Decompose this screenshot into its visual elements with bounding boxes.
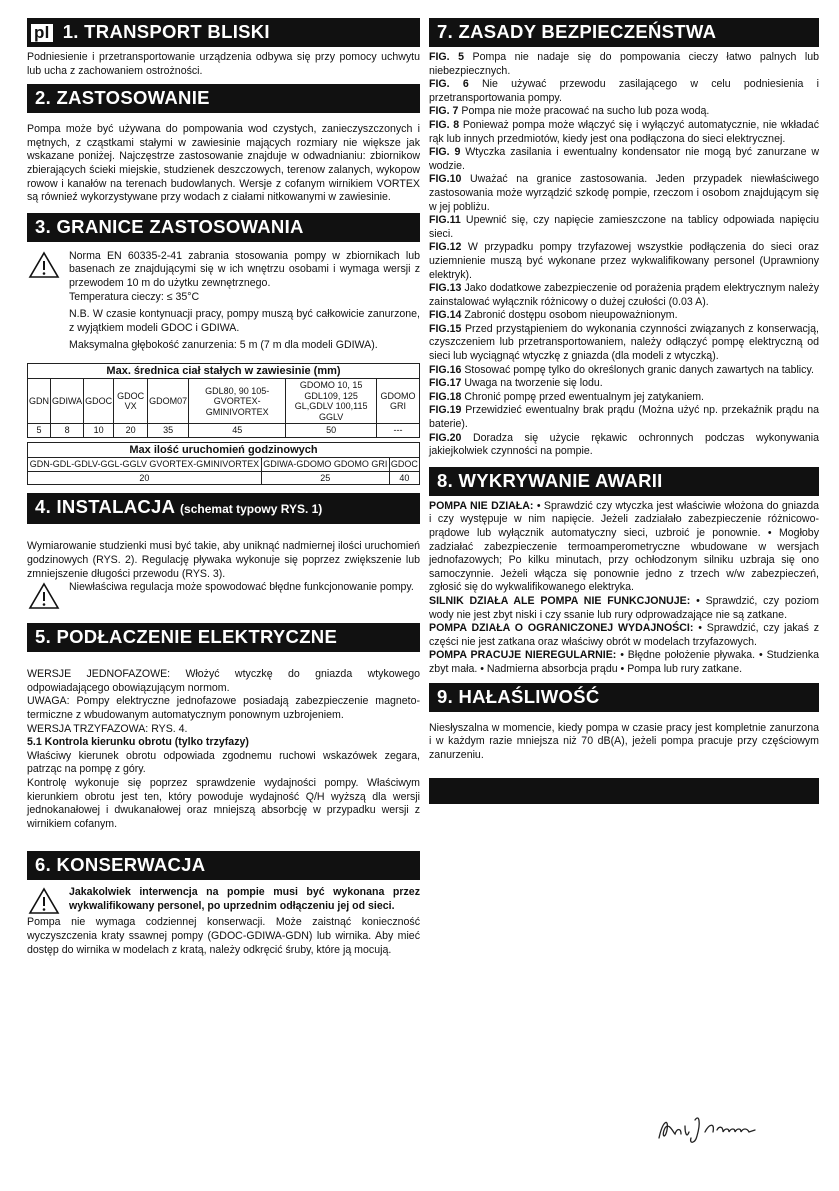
troubleshooting-item: POMPA NIE DZIAŁA: • Sprawdzić czy wtyczka jest właściwie włożona do gniazda i czy występuje w nim napięcie. Jeżeli zadziałało zabezpieczenie różnicowo-prądowe lub wyłącznik automatyczny sieci, uzbroić je ponownie. • Mogłoby zadziałać zabezpieczenie termoamperometryczne wbudowane w wersjach jednofazowych; Po kilku minutach, przy ochłodzonym silniku uzbraja się ono samoczynnie. Jeżeli włącza się ponownie jedno z trzech w/w zabezpieczeń, zgłosić się do wykwalifikowanego elektryka. [429,499,820,594]
section-5-p4: Właściwy kierunek obrotu odpowiada zgodnemu ruchowi wskazówek zegara, patrząc na pompę z góry. [27,749,420,776]
section-1-title: 1. TRANSPORT BLISKI [62,21,270,42]
black-bar-divider [429,778,819,804]
fig-item: FIG. 6 Nie używać przewodu zasilającego w celu podniesienia i przetransportowania pompy. [429,78,819,104]
table-header-cell: GDOC [390,459,418,470]
fig-item: FIG.13 Jako dodatkowe zabezpieczenie od porażenia prądem elektrycznym należy zainstalować wyłącznik różnicowy o dużej czułości (0.03 A). [429,282,819,308]
solids-diameter-table [27,363,420,438]
section-4-header [27,493,420,524]
section-1-text: Podniesienie i przetransportowanie urządzenia odbywa się przy pomocy uchwytu lub ucha z zachowaniem ostrożności. [27,51,420,77]
right-column [429,18,819,804]
section-6-warning [27,886,420,916]
table-cell: 50 [286,424,377,438]
section-2-text: Pompa może być używana do pompowania wod czystych, zanieczyszczonych i mętnych, z cząstkami stałymi w zawiesinie mających rozmiary nie większe jak wskazane poniżej. Najczęstrze zastosowanie znajduje w odwadnianiu: zbiornikow zbierających ścieki miejskie, studzienek deszczowych, terenow zalanych, wykopow rowow i kanałów na terenach budowlanych. Wersje z cofanym wirnikiem VORTEX są równieź wykorzystywane przy wodach z ciałami nitkowanymi w zawiesinie. [27,123,420,204]
fig-item: FIG. 8 Ponieważ pompa może włączyć się i wyłączyć automatycznie, nie wkładać rąk lub innych przedmiotów, kiedy jest ona podłączona do sieci elektrycznej. [429,118,819,145]
table-header-cell: GDN [28,379,51,424]
max-depth: Maksymalna głębokość zanurzenia: 5 m (7 m dla modeli GDIWA). [69,339,378,352]
left-column [27,18,420,957]
section-4-warning-text: Niewłaściwa regulacja może spowodować błędne funkcjonowanie pompy. [69,581,414,594]
section-4-text: Wymiarowanie studzienki musi być takie, aby uniknąć nadmiernej ilości uruchomień godzinowych (RYS. 2). Regulację pływaka wykonuje się poprzez zwiększenie lub zmniejszenie długości przewodu (RYS. 3). [27,540,420,580]
section-4-warning [27,581,420,611]
section-4-subtitle: (schemat typowy RYS. 1) [180,502,323,517]
fig-item: FIG.10 Uważać na granice zastosowania. Jeden przypadek niewłaściwego zastosowania może wyrządzić szkodę pompie, rzeczom i osobom znajdującym się w jej pobliżu. [429,173,819,213]
section-8-title: 8. WYKRYWANIE AWARII [429,467,819,496]
table-cell: 35 [148,424,189,438]
troubleshooting-item: POMPA PRACUJE NIEREGULARNIE: • Błędne położenie pływaka. • Studzienka zbyt mała. • Nadmierna absorbcja prądu • Pompa lub rury zatkane. [429,649,820,675]
section-5-p3: WERSJA TRZYFAZOWA: RYS. 4. [27,722,188,735]
starts-per-hour-table [27,442,420,486]
table-header-cell: GDIWA [51,379,84,424]
warning-triangle-icon [27,886,61,916]
table-header-cell: GDN-GDL-GDLV-GGL-GGLV GVORTEX-GMINIVORTEX [28,458,262,472]
section-3-warning [27,250,420,291]
table-header-cell: GDOC [84,379,114,424]
signature [655,1110,775,1150]
section-3-warning-text: Norma EN 60335-2-41 zabrania stosowania pompy w zbiornikach lub basenach ze znajdującymi się w ich wnętrzu osobami i wymaga wersji z przewodem 10 m do użytku zewnętrznego. [69,249,420,289]
table-cell: 45 [189,424,286,438]
temperature-limit: Temperatura cieczy: ≤ 35°C [69,290,200,303]
section-5-title: 5. PODŁACZENIE ELEKTRYCZNE [27,623,420,652]
table-header-cell: GDOC VX [114,379,148,424]
solids-table-title: Max. średnica ciał stałych w zawiesinie (mm) [28,363,420,379]
troubleshooting-item: POMPA DZIAŁA O OGRANICZONEJ WYDAJNOŚCI: • Sprawdzić, czy jakaś z części nie jest zatkana oraz właściwy obrót w modelach trzyfazowych. [429,622,819,648]
table-cell: 20 [28,471,262,485]
section-9-text: Niesłyszalna w momencie, kiedy pompa w czasie pracy jest kompletnie zanurzona i w każdym razie mniejsza niż 70 dB(A), jeżeli pompa pracuje przy częściowym zanurzeniu. [429,721,819,761]
table-cell: 8 [51,424,84,438]
section-7-title: 7. ZASADY BEZPIECZEŃSTWA [429,18,819,47]
table-cell: --- [376,424,419,438]
table-header-cell: GDOMO GRI [376,379,419,424]
warning-triangle-icon [27,581,61,611]
section-6-text: Pompa nie wymaga codziennej konserwacji. Może zaistnąć konieczność wyczyszczenia kraty ssawnej pompy (GDOC-GDIWA-GDN) lub wirnika. Aby mieć dostęp do wirnika w modelach z kratą, należy odkręcić śruby, które ją mocują. [27,916,420,956]
fig-item: FIG. 5 Pompa nie nadaje się do pompowania cieczy łatwo palnych lub niebezpiecznych. [429,51,819,77]
fig-item: FIG.16 Stosować pompę tylko do określonych granic danych zawartych na tablicy. [429,363,814,376]
section-5-subtitle: 5.1 Kontrola kierunku obrotu (tylko trzyfazy) [27,736,249,749]
fig-item: FIG.18 Chronić pompę przed ewentualnym jej zatykaniem. [429,390,704,403]
language-badge: pl [29,22,55,44]
section-6-warning-text: Jakakolwiek interwencja na pompie musi być wykonana przez wykwalifikowany personel, po uprzednim odłączeniu jej od sieci. [69,886,420,912]
fig-item: FIG.19 Przewidzieć ewentualny brak prądu (Można użyć np. przekaźnik prądu na baterie). [429,404,819,431]
fig-item: FIG.11 Upewnić się, czy napięcie zamieszczone na tablicy odpowiada napięciu sieci. [429,214,819,240]
section-1-header [27,18,420,47]
table-header-cell: GDIWA-GDOMO GDOMO GRI [263,459,388,470]
section-6-title: 6. KONSERWACJA [27,851,420,880]
table-cell: 10 [84,424,114,438]
section-5-p5: Kontrolę wykonuje się poprzez sprawdzenie wydajności pompy. Właściwym kierunkiem obrotu jest ten, który powoduje wydajność Q/H wyższą dla wersji jednokanałowej i dwukanałowej oraz mniejszą absorbcję w przypadku wersji z wirnikiem cofanym. [27,776,420,830]
table-header-cell: GDL80, 90 105- GVORTEX- GMINIVORTEX [189,379,286,424]
table-header-cell: GDOMO 10, 15 GDL109, 125 GL,GDLV 100,115 GGLV [286,379,377,424]
fig-item: FIG.20 Doradza się użycie rękawic ochronnych podczas wykonywania jakiejkolwiek czynności na pompie. [429,431,819,458]
table-cell: 25 [261,471,389,485]
section-9-title: 9. HAŁAŚLIWOŚĆ [429,683,819,712]
section-4-title: 4. INSTALACJA [35,496,175,518]
section-5-p1: WERSJE JEDNOFAZOWE: Włożyć wtyczkę do gniazda wtykowego odpowiadającego obowiązującym normom. [27,668,420,694]
fig-item: FIG.14 Zabronić dostępu osobom nieupoważnionym. [429,309,678,322]
submersion-note: N.B. W czasie kontynuacji pracy, pompy muszą być całkowicie zanurzone, z wyjątkiem modeli GDOC i GDIWA. [69,308,420,334]
fig-item: FIG. 9 Wtyczka zasilania i ewentualny kondensator nie mogą być zanurzane w wodzie. [429,146,820,172]
warning-triangle-icon [27,250,61,280]
table-cell: 20 [114,424,148,438]
table-cell: 40 [389,471,419,485]
fig-item: FIG.12 W przypadku pompy trzyfazowej wszystkie podłączenia do sieci oraz uziemnienie muszą być wykonane przez wykwalifikowany personel (Uprawniony elektryk). [429,241,819,281]
starts-table-title: Max ilość uruchomień godzinowych [28,442,420,458]
section-3-title: 3. GRANICE ZASTOSOWANIA [27,213,420,242]
table-header-cell: GDOM07 [148,379,189,424]
section-5-p2: UWAGA: Pompy elektryczne jednofazowe posiadają zabezpieczenie magneto-termiczne z wbudowanym automatycznym ponownym uzbrojeniem. [27,695,420,721]
fig-item: FIG. 7 Pompa nie może pracować na sucho lub poza wodą. [429,105,710,118]
troubleshooting-list [429,500,819,677]
section-2-title: 2. ZASTOSOWANIE [27,84,420,113]
fig-item: FIG.17 Uwaga na tworzenie się lodu. [429,377,603,390]
safety-figures-list [429,51,819,459]
table-cell: 5 [28,424,51,438]
troubleshooting-item: SILNIK DZIAŁA ALE POMPA NIE FUNKCJONUJE: • Sprawdzić, czy poziom wody nie jest zbyt niski i czy ssanie lub rury odprowadzające nie są zatkane. [429,594,820,621]
fig-item: FIG.15 Przed przystąpieniem do wykonania czynności związanych z konserwacją, czyszczeniem lub przetransportowaniem, należy odłączyć pompę elektryczną od sieci lub wyciągnąć wtyczkę z gniazda (dla modeli z wtyczką). [429,322,819,363]
